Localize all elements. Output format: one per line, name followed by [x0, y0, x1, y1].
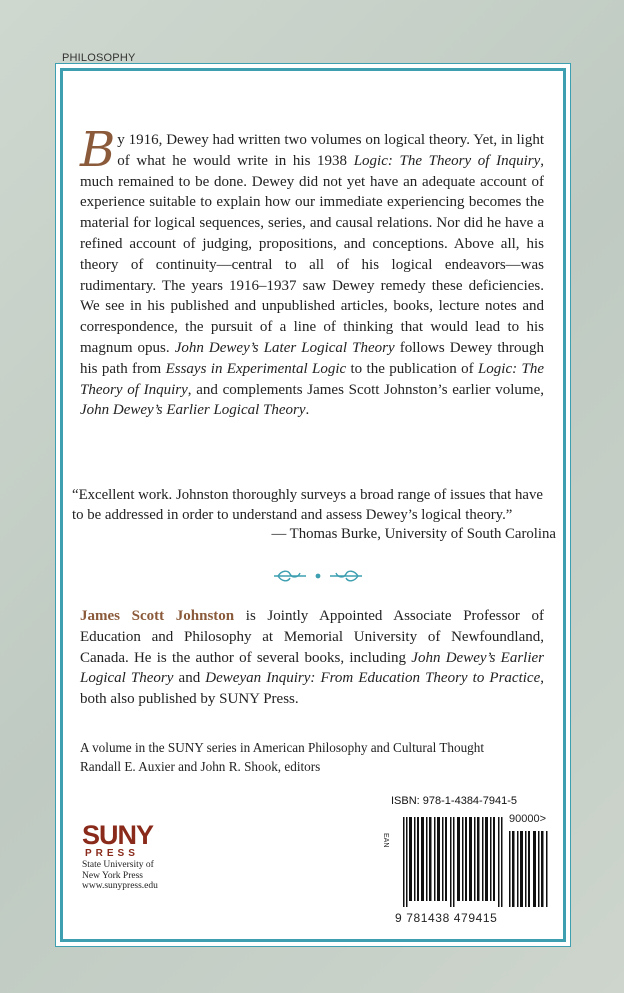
quote-text: “Excellent work. Johnston thoroughly surveys a broad range of issues that have to be addressed in order to understand and assess Dewey’s logical theory.”	[72, 487, 543, 523]
blurb-text: follows Dewey through his path from	[80, 339, 544, 377]
publisher-logo	[82, 822, 192, 892]
barcode-block	[382, 795, 549, 925]
ean-label: EAN	[382, 833, 389, 848]
bio-text: and	[173, 670, 206, 687]
author-name: James Scott Johnston	[80, 608, 235, 624]
bio-text: , both also published by SUNY Press.	[80, 670, 544, 708]
blurb-text: to the publication of	[346, 360, 478, 377]
press-wordmark: PRESS	[85, 848, 139, 859]
blurb-title: Essays in Experimental Logic	[165, 360, 347, 377]
endorsement-quote	[72, 486, 556, 545]
blurb-title: John Dewey’s Earlier Logical Theory	[80, 402, 306, 419]
publisher-url: www.sunypress.edu	[82, 881, 158, 891]
blurb-text: y 1916, Dewey had written two volumes on logical theory. Yet, in light of what he would write in his 1938	[117, 132, 544, 169]
publisher-line: New York Press	[82, 870, 143, 881]
blurb-text: , and complements James Scott Johnston’s earlier volume,	[187, 381, 544, 398]
price-code: 90000>	[509, 813, 547, 825]
publisher-line: State University of	[82, 860, 154, 870]
isbn-digits: 9 781438 479415	[395, 911, 498, 925]
category-label: PHILOSOPHY	[62, 52, 136, 64]
blurb-text: .	[305, 402, 310, 419]
author-bio	[80, 606, 544, 710]
isbn-label: ISBN: 978-1-4384-7941-5	[391, 795, 517, 807]
bio-title: John Dewey’s Earlier Logical Theory	[80, 649, 544, 687]
bio-title: Deweyan Inquiry: From Education Theory to Practice	[205, 670, 541, 687]
barcode-icon	[403, 817, 503, 907]
bio-text: is Jointly Appointed Associate Professor of Education and Philosophy at Memorial University of Newfoundland, Canada. He is the author of several books, including	[80, 608, 544, 666]
blurb-title: Logic: The Theory of Inquiry	[353, 152, 541, 169]
book-blurb	[80, 122, 544, 421]
quote-attribution: — Thomas Burke, University of South Carolina	[271, 526, 556, 542]
series-line: A volume in the SUNY series in American Philosophy and Cultural Thought	[80, 740, 485, 755]
blurb-title: Logic: The Theory of Inquiry	[80, 360, 544, 398]
series-note	[80, 739, 550, 776]
blurb-text: , much remained to be done. Dewey did not yet have an adequate account of experience suitable to explain how our immediate experiencing becomes the material for logical sequences, series, and causal relations. Nor did he have a refined account of judging, propositions, and conceptions. Above all, his theory of continuity—central to all of his logical endeavors—was rudimentary. The years 1916–1937 saw Dewey remedy these deficiencies. We see in his published and unpublished articles, books, lecture notes and correspondence, the pursuit of a line of thinking that would lead to his magnum opus.	[80, 152, 544, 356]
addon-barcode-icon	[509, 831, 549, 907]
suny-wordmark: SUNY	[82, 820, 154, 850]
series-editors: Randall E. Auxier and John R. Shook, editors	[80, 758, 321, 774]
blurb-title: John Dewey’s Later Logical Theory	[174, 339, 395, 356]
drop-cap: B	[80, 122, 116, 178]
ornament-divider-icon	[270, 567, 366, 585]
